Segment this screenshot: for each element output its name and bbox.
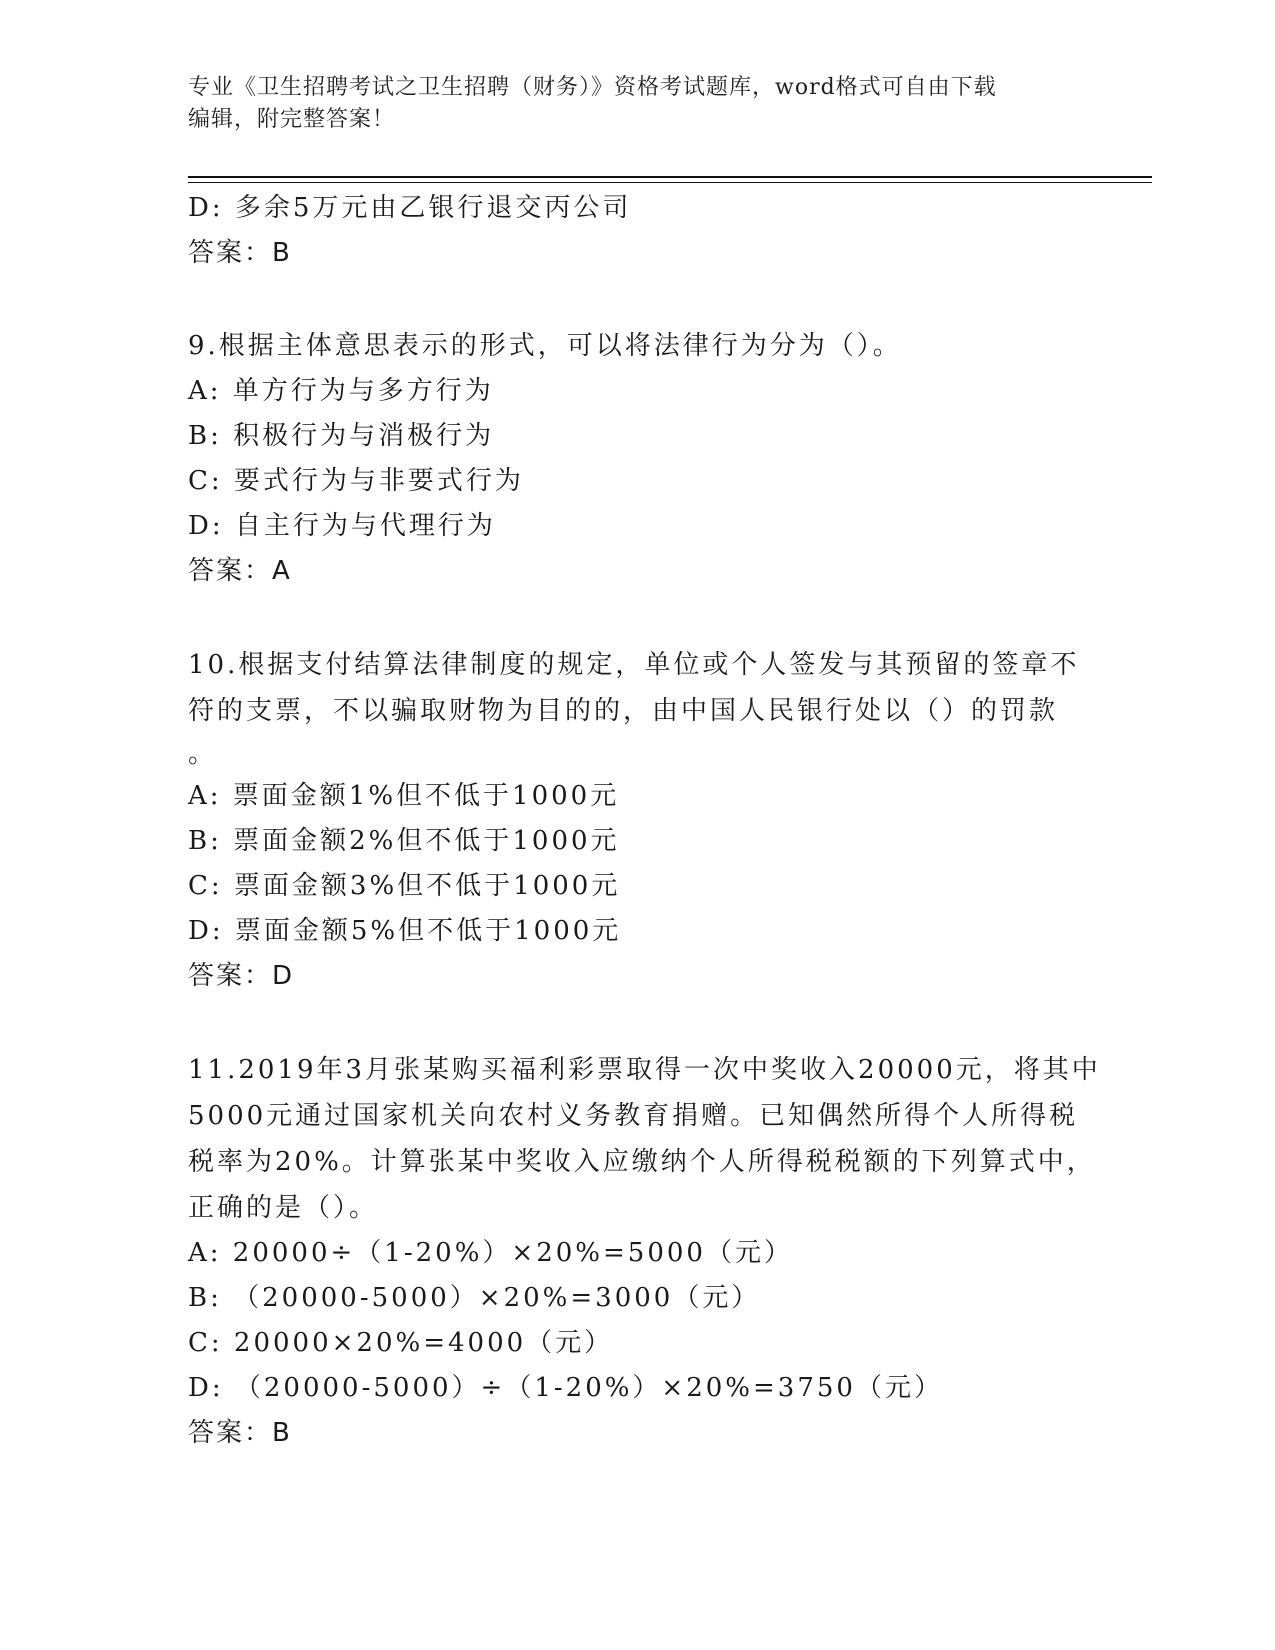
header-divider-thick — [188, 176, 1152, 178]
question-9-block — [188, 324, 1088, 594]
question-text-line-3: 。 — [188, 739, 218, 769]
spacer — [188, 594, 1088, 642]
option-d: D: 自主行为与代理行为 — [188, 511, 496, 541]
option-d: D: （20000-5000）÷（1-20%）×20%=3750（元） — [188, 1373, 943, 1403]
answer-label: 答案：B — [188, 238, 292, 268]
option-d: D: 多余5万元由乙银行退交丙公司 — [188, 193, 632, 223]
option-a: A: 20000÷（1-20%）×20%=5000（元） — [188, 1238, 793, 1268]
option-c: C: 票面金额3%但不低于1000元 — [188, 871, 621, 901]
option-a: A: 票面金额1%但不低于1000元 — [188, 781, 620, 811]
answer-label: 答案：B — [188, 1418, 292, 1448]
question-text-line-3: 税率为20%。计算张某中奖收入应缴纳个人所得税税额的下列算式中， — [188, 1147, 1096, 1177]
header-divider-thin — [188, 182, 1152, 183]
header-line-1: 专业《卫生招聘考试之卫生招聘（财务）》资格考试题库，word格式可自由下载 — [188, 75, 997, 100]
option-a: A: 单方行为与多方行为 — [188, 376, 494, 406]
question-text: 9.根据主体意思表示的形式，可以将法律行为分为（）。 — [188, 331, 902, 361]
question-text-line-2: 符的支票，不以骗取财物为目的的，由中国人民银行处以（）的罚款 — [188, 696, 1059, 726]
question-8-block — [188, 186, 1088, 276]
page-header — [188, 72, 1088, 136]
option-b: B: 票面金额2%但不低于1000元 — [188, 826, 620, 856]
question-10-block — [188, 642, 1088, 999]
option-b: B: （20000-5000）×20%=3000（元） — [188, 1283, 761, 1313]
question-text-line-1: 11.2019年3月张某购买福利彩票取得一次中奖收入20000元，将其中 — [188, 1055, 1101, 1085]
option-c: C: 要式行为与非要式行为 — [188, 466, 524, 496]
option-d: D: 票面金额5%但不低于1000元 — [188, 916, 622, 946]
option-b: B: 积极行为与消极行为 — [188, 421, 495, 451]
option-c: C: 20000×20%=4000（元） — [188, 1328, 614, 1358]
answer-label: 答案：A — [188, 556, 292, 586]
question-text-line-4: 正确的是（）。 — [188, 1193, 379, 1223]
question-text-line-1: 10.根据支付结算法律制度的规定，单位或个人签发与其预留的签章不 — [188, 650, 1080, 680]
question-11-block — [188, 1047, 1101, 1456]
question-text-line-2: 5000元通过国家机关向农村义务教育捐赠。已知偶然所得个人所得税 — [188, 1101, 1079, 1131]
question-content — [188, 186, 1101, 1456]
spacer — [188, 276, 1088, 324]
header-line-2: 编辑，附完整答案！ — [188, 107, 396, 132]
answer-label: 答案：D — [188, 961, 295, 991]
spacer — [188, 999, 1088, 1047]
